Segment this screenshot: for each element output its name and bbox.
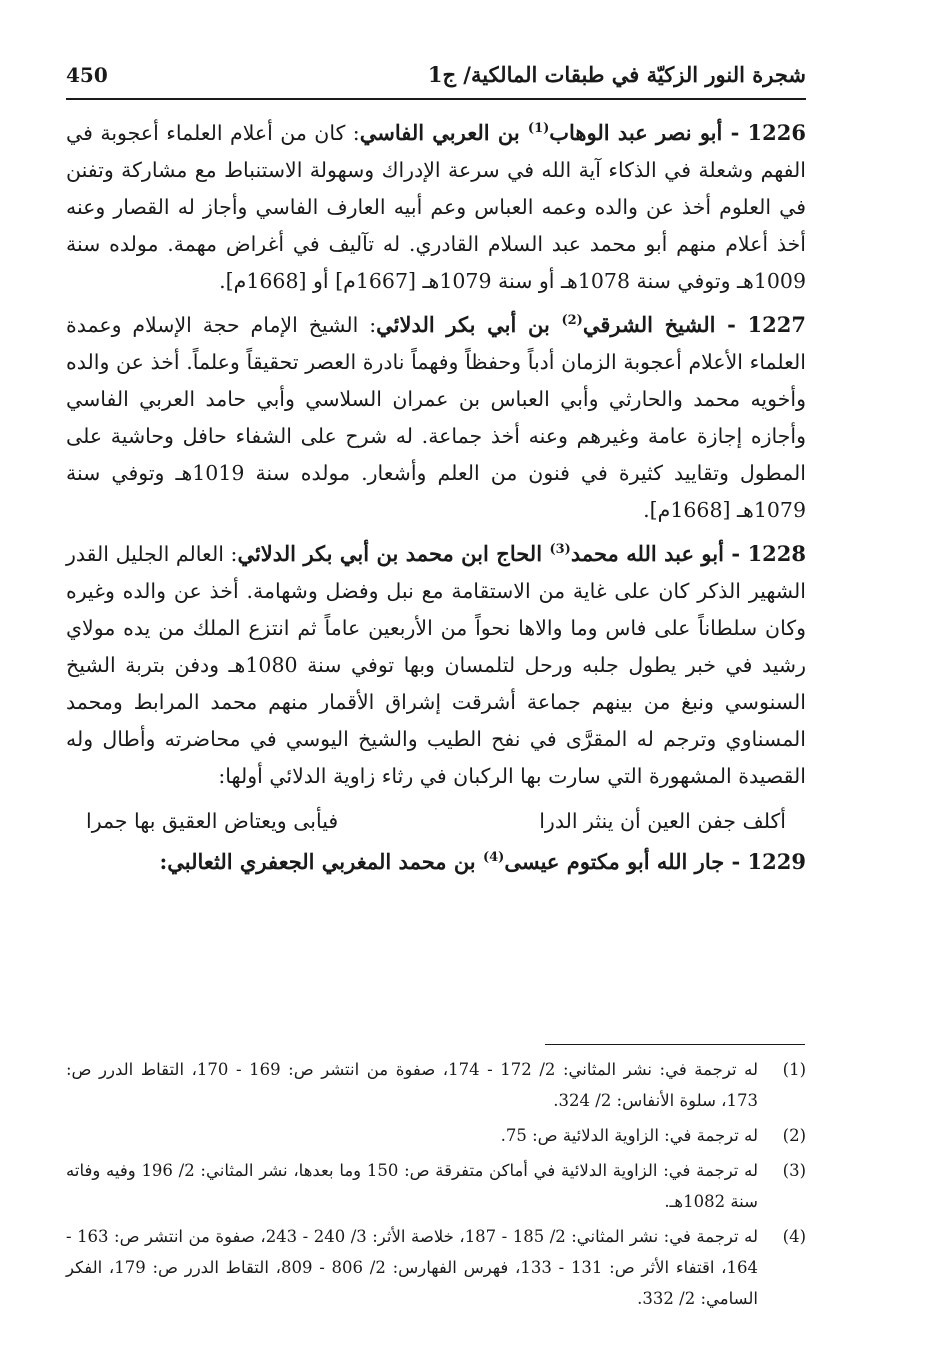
footnote-text: له ترجمة في: الزاوية الدلائية في أماكن متفرقة ص: 150 وما بعدها، نشر المثاني: 2/ 196 وفيه وفاته سنة 1082هـ.: [66, 1161, 758, 1211]
page-number: 450: [66, 63, 108, 87]
entry-number: 1228 -: [723, 541, 807, 566]
main-text: [66, 114, 806, 887]
verse-second-hemistich: فيأبى ويعتاض العقيق بها جمرا: [86, 809, 339, 833]
entry-number: 1226 -: [722, 120, 806, 145]
entry-text: : العالم الجليل القدر الشهير الذكر كان على غاية من الاستقامة مع نبل وفضل وشهامة. أخذ عن والده وغيره وكان سلطاناً على فاس وما والاها نحواً من الأربعين عاماً ثم انتزع الملك من يده مولاي رشيد في خبر يطول جلبه ورحل لتلمسان وبها توفي سنة 1080هـ ودفن بتربة الشيخ السنوسي ونبغ من بينهم جماعة أشرقت إشراق الأقمار منهم محمد المرابط ومحمد المسناوي وترجم له المقرَّى في نفح الطيب والشيخ اليوسي في محاضرته وأطال وله القصيدة المشهورة التي سارت بها الركبان في رثاء زاوية الدلائي أولها:: [66, 542, 806, 788]
entry-name: أبو نصر عبد الوهاب: [549, 120, 723, 145]
entry-number: 1229 -: [724, 849, 806, 874]
entry-number: 1227 -: [715, 312, 806, 337]
footnotes: [66, 1054, 806, 1318]
page-header: [66, 62, 806, 92]
entry-name: أبو عبد الله محمد: [570, 541, 724, 566]
footnote-marker: (2): [782, 1126, 806, 1145]
entry-text: : الشيخ الإمام حجة الإسلام وعمدة العلماء الأعلام أعجوبة الزمان أدباً وحفظاً وفهماً نادرة العصر تحقيقاً وعلماً. أخذ عن والده وأخويه محمد والحارثي وأبي العباس بن عمران السلاسي وأبي حامد العربي الفاسي وأجازه إجازة عامة وغيرهم وعنه أخذ جماعة. له شرح على الشفاء حافل وحاشية على المطول وتقاييد كثيرة في فنون من العلم وأشعار. مولده سنة 1019هـ وتوفي سنة 1079هـ [1668م].: [66, 313, 806, 522]
footnote-text: له ترجمة في: نشر المثاني: 2/ 172 - 174، صفوة من انتشر ص: 169 - 170، التقاط الدرر ص: 173، سلوة الأنفاس: 2/ 324.: [66, 1060, 759, 1110]
entry-heading: [376, 312, 806, 337]
entry-name-rest: الحاج ابن محمد بن أبي بكر الدلائي: [237, 541, 550, 566]
entry-heading: [237, 541, 806, 566]
entry-name: الشيخ الشرقي: [582, 312, 716, 337]
footnote-marker: (4): [782, 1227, 806, 1246]
footnote-ref: (3): [549, 542, 571, 557]
footnote: [66, 1155, 806, 1217]
entry-heading: [360, 120, 806, 145]
entry-name-rest: بن محمد المغربي الجعفري الثعالبي:: [159, 849, 483, 874]
entry-1229: [66, 843, 806, 881]
footnote-ref: (2): [561, 313, 583, 328]
footnote: [66, 1054, 806, 1116]
footnote-text: له ترجمة في: الزاوية الدلائية ص: 75.: [500, 1126, 758, 1145]
footnote-ref: (1): [527, 121, 550, 136]
entry-name-rest: بن العربي الفاسي: [359, 120, 528, 145]
header-rule: [66, 98, 806, 100]
footnote: [66, 1221, 806, 1314]
footnote-marker: (1): [782, 1060, 806, 1079]
footnote-text: له ترجمة في: نشر المثاني: 2/ 185 - 187، خلاصة الأثر: 3/ 240 - 243، صفوة من انتشر ص: 163 - 164، اقتفاء الأثر ص: 131 - 133، فهرس الفهارس: 2/ 806 - 809، التقاط الدرر ص: 179، الفكر السامي: 2/ 332.: [66, 1227, 758, 1308]
entry-text: : كان من أعلام العلماء أعجوبة في الفهم وشعلة في الذكاء آية الله في سرعة الإدراك وسهولة الاستنباط مع مشاركة وتفنن في العلوم أخذ عن والده وعمه العباس وعم أبيه العارف الفاسي وأجاز له القصار وعنه أخذ أعلام منهم أبو محمد عبد السلام القادري. له تآليف في أغراض مهمة. مولده سنة 1009هـ وتوفي سنة 1078هـ أو سنة 1079هـ [1667م] أو [1668م].: [66, 121, 806, 293]
entry-1228: [66, 535, 806, 795]
entry-heading: [160, 849, 806, 874]
verse-first-hemistich: أكلف جفن العين أن ينثر الدرا: [539, 809, 786, 833]
poem-verse: [86, 801, 786, 841]
entry-1226: [66, 114, 806, 300]
running-title: شجرة النور الزكيّة في طبقات المالكية/ ج1: [427, 62, 806, 87]
entry-name-rest: بن أبي بكر الدلائي: [376, 312, 562, 337]
footnote-rule: [545, 1044, 805, 1045]
entry-1227: [66, 306, 806, 529]
footnote-ref: (4): [482, 850, 505, 865]
footnote: [66, 1120, 806, 1151]
entry-name: جار الله أبو مكتوم عيسى: [504, 849, 725, 874]
footnote-marker: (3): [782, 1161, 806, 1180]
